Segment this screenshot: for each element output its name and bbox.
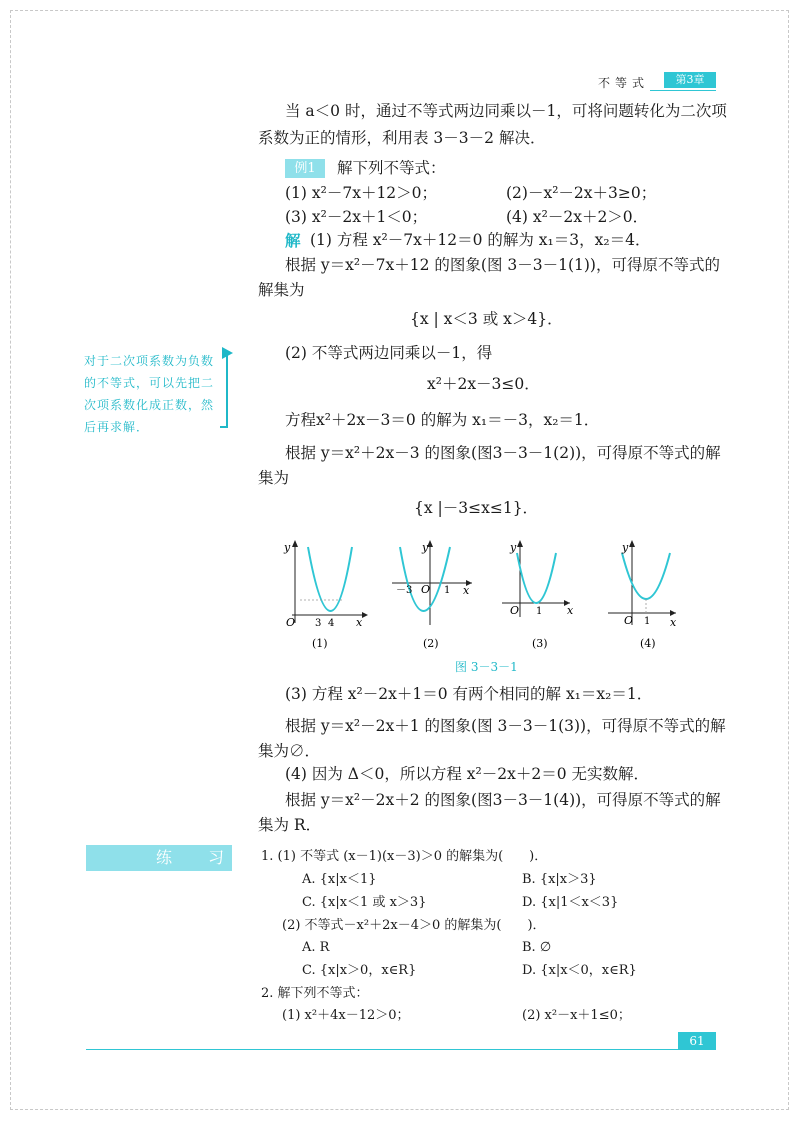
figure-3-3-1	[270, 535, 700, 675]
g4-x-label: x	[670, 616, 677, 629]
chapter-tag: 第3章	[664, 72, 716, 88]
g1-tick-3: 3	[315, 618, 322, 629]
solution-1-line-3: 解集为	[258, 281, 305, 299]
exercise-1-2-option-a: A. R	[302, 940, 330, 955]
g1-origin-label: O	[286, 616, 296, 629]
g2-tick-neg3: －3	[396, 585, 413, 596]
g3-origin-label: O	[510, 604, 520, 617]
exercise-1-2-option-c: C. {x|x＞0，x∈R}	[302, 963, 417, 978]
graph-3	[502, 540, 574, 617]
solution-1-line-2: 根据 y＝x²－7x＋12 的图象(图 3－3－1(1))，可得原不等式的	[285, 256, 720, 274]
side-note: 对于二次项系数为负数的不等式，可以先把二次项系数化成正数，然后再求解．	[84, 354, 215, 434]
g3-x-label: x	[567, 604, 574, 617]
g1-x-label: x	[356, 616, 363, 629]
solution-2-set: {x |－3≤x≤1}．	[414, 499, 539, 517]
solution-2-line-2: 方程x²＋2x－3＝0 的解为 x₁＝－3，x₂＝1．	[285, 411, 600, 429]
footer-rule	[86, 1049, 678, 1050]
g2-tick-1: 1	[444, 585, 451, 596]
header-rule	[650, 90, 716, 91]
solution-4-line-1: (4) 因为 Δ＜0，所以方程 x²－2x＋2＝0 无实数解．	[285, 765, 650, 783]
exercise-2: 2. 解下列不等式：	[261, 986, 369, 1001]
solution-1-line-1: (1) 方程 x²－7x＋12＝0 的解为 x₁＝3，x₂＝4．	[310, 231, 651, 249]
solution-3-line-2: 根据 y＝x²－2x＋1 的图象(图 3－3－1(3))，可得原不等式的解	[285, 717, 726, 735]
exercise-1-part-2: (2) 不等式－x²＋2x－4＞0 的解集为( )．	[282, 918, 546, 933]
exercise-1-2-option-b: B. ∅	[522, 940, 552, 955]
g2-origin-label: O	[421, 583, 431, 596]
solution-2-line-4: 集为	[258, 469, 290, 487]
exercise-1-option-d: D. {x|1＜x＜3}	[522, 895, 619, 910]
g4-y-label: y	[622, 541, 629, 554]
exercise-2-item-2: (2) x²－x＋1≤0；	[522, 1008, 631, 1023]
subcaption-1: (1)	[312, 637, 328, 650]
g1-y-label: y	[284, 541, 291, 554]
g3-y-label: y	[510, 541, 517, 554]
exercise-2-item-1: (1) x²＋4x－12＞0；	[282, 1008, 410, 1023]
solution-2-equation: x²＋2x－3≤0．	[427, 375, 540, 393]
figure-caption: 图 3－3－1	[455, 660, 518, 674]
page-number: 61	[678, 1032, 716, 1050]
exercise-1-2-option-d: D. {x|x＜0，x∈R}	[522, 963, 637, 978]
solution-3-line-3: 集为∅．	[258, 742, 321, 760]
intro-line-1: 当 a＜0 时，通过不等式两边同乘以－1，可将问题转化为二次项	[285, 102, 727, 120]
running-header-title: 不等式	[598, 76, 650, 90]
example-prompt: 解下列不等式：	[337, 159, 446, 177]
graph-4	[608, 540, 677, 629]
intro-line-2: 系数为正的情形，利用表 3－3－2 解决．	[258, 129, 546, 147]
solution-2-line-3: 根据 y＝x²＋2x－3 的图象(图3－3－1(2))，可得原不等式的解	[285, 444, 721, 462]
exercise-1-option-a: A. {x|x＜1}	[302, 872, 377, 887]
example-item-3: (3) x²－2x＋1＜0；	[285, 208, 428, 226]
subcaption-4: (4)	[640, 637, 656, 650]
solution-1-set: {x | x＜3 或 x＞4}．	[410, 310, 563, 328]
graph-2	[392, 540, 472, 625]
g4-origin-label: O	[624, 614, 634, 627]
g4-tick-1: 1	[644, 616, 651, 627]
g3-tick-1: 1	[536, 606, 543, 617]
example-item-1: (1) x²－7x＋12＞0；	[285, 184, 438, 202]
exercises-label: 练习	[86, 845, 232, 871]
g2-y-label: y	[422, 541, 429, 554]
side-note-bracket	[220, 352, 228, 428]
g1-tick-4: 4	[328, 618, 335, 629]
solution-2-line-1: (2) 不等式两边同乘以－1，得	[285, 344, 493, 362]
solution-4-line-2: 根据 y＝x²－2x＋2 的图象(图3－3－1(4))，可得原不等式的解	[285, 791, 721, 809]
exercise-1-option-c: C. {x|x＜1 或 x＞3}	[302, 895, 427, 910]
example-item-4: (4) x²－2x＋2＞0．	[506, 208, 649, 226]
example-item-2: (2)－x²－2x＋3≥0；	[506, 184, 657, 202]
exercise-1: 1. (1) 不等式 (x－1)(x－3)＞0 的解集为( )．	[261, 849, 548, 864]
exercise-1-option-b: B. {x|x＞3}	[522, 872, 597, 887]
side-note-arrow-icon	[222, 347, 233, 359]
subcaption-3: (3)	[532, 637, 548, 650]
solution-4-line-3: 集为 R．	[258, 816, 322, 834]
subcaption-2: (2)	[423, 637, 439, 650]
solution-label: 解	[285, 231, 301, 250]
graph-1	[283, 540, 368, 629]
solution-3-line-1: (3) 方程 x²－2x＋1＝0 有两个相同的解 x₁＝x₂＝1．	[285, 685, 653, 703]
example-tag: 例1	[285, 159, 325, 178]
g2-x-label: x	[463, 584, 470, 597]
